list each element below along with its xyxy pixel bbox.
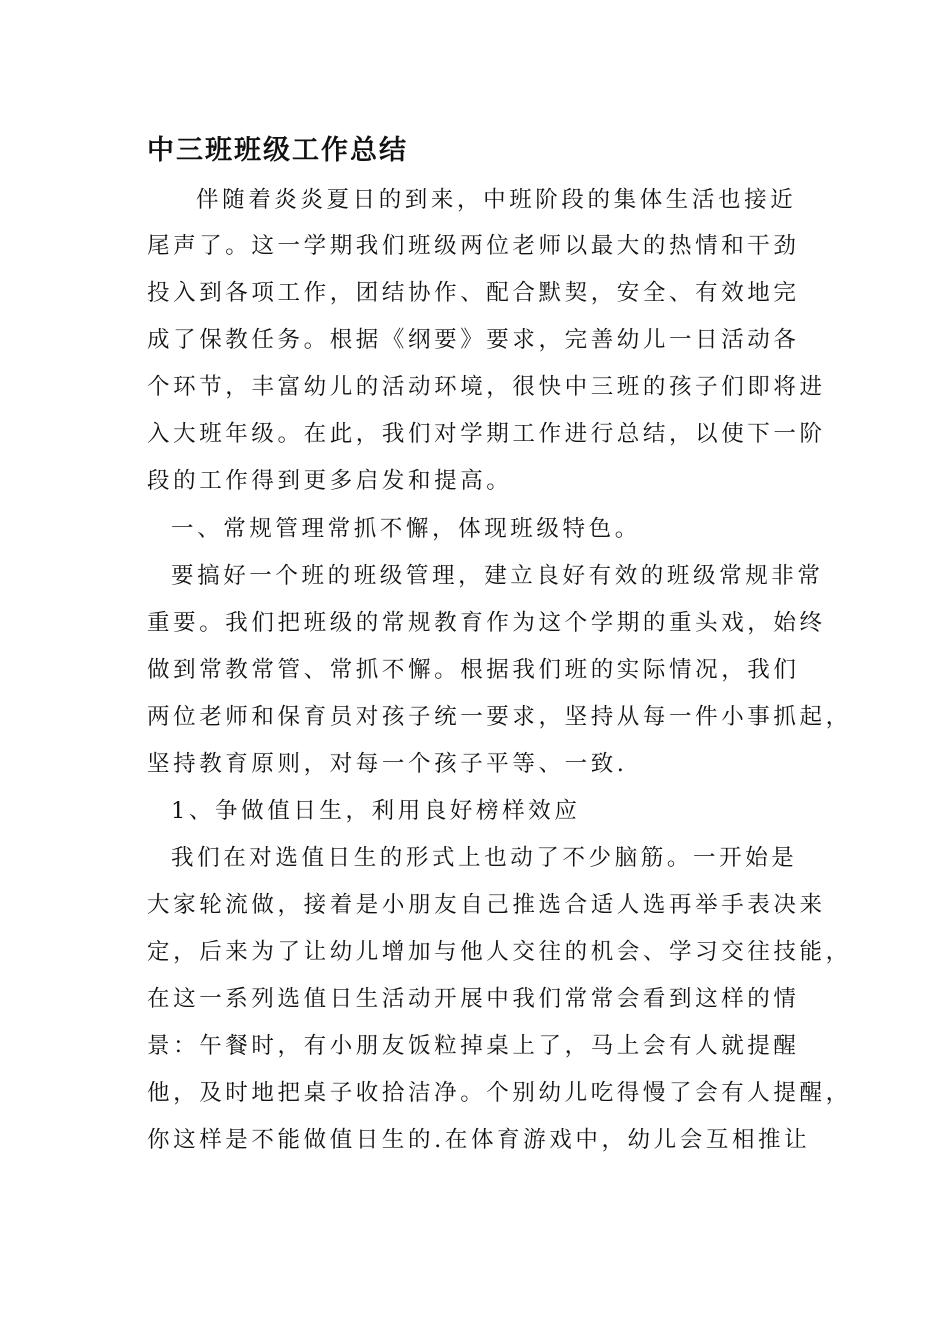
body-line: 成了保教任务。根据《纲要》要求，完善幼儿一日活动各 — [147, 327, 800, 353]
body-line: 大家轮流做，接着是小朋友自己推选合适人选再举手表决来 — [147, 892, 826, 918]
body-line: 段的工作得到更多启发和提高。 — [147, 468, 513, 494]
body-line: 他，及时地把桌子收拾洁净。个别幼儿吃得慢了会有人提醒， — [147, 1080, 852, 1106]
body-line: 定，后来为了让幼儿增加与他人交往的机会、学习交往技能， — [147, 939, 852, 965]
body-line: 做到常教常管、常抓不懈。根据我们班的实际情况，我们 — [147, 657, 800, 683]
body-line: 两位老师和保育员对孩子统一要求，坚持从每一件小事抓起， — [147, 704, 852, 730]
body-line: 要搞好一个班的班级管理，建立良好有效的班级常规非常 — [171, 563, 824, 589]
body-line: 在这一系列选值日生活动开展中我们常常会看到这样的情 — [147, 986, 800, 1012]
section-heading: 一、常规管理常抓不懈，体现班级特色。 — [171, 516, 641, 542]
body-line: 重要。我们把班级的常规教育作为这个学期的重头戏，始终 — [147, 610, 826, 636]
body-line: 投入到各项工作，团结协作、配合默契，安全、有效地完 — [147, 280, 800, 306]
body-line: 坚持教育原则，对每一个孩子平等、一致. — [147, 751, 628, 777]
subsection-heading: 1、争做值日生，利用良好榜样效应 — [171, 798, 581, 824]
body-line: 景：午餐时，有小朋友饭粒掉桌上了，马上会有人就提醒 — [147, 1033, 800, 1059]
body-line: 入大班年级。在此，我们对学期工作进行总结，以使下一阶 — [147, 421, 826, 447]
body-line: 个环节，丰富幼儿的活动环境，很快中三班的孩子们即将进 — [147, 374, 826, 400]
document-title: 中三班班级工作总结 — [147, 135, 408, 166]
body-line: 我们在对选值日生的形式上也动了不少脑筋。一开始是 — [171, 845, 798, 871]
body-line: 尾声了。这一学期我们班级两位老师以最大的热情和干劲 — [147, 233, 800, 259]
body-line: 你这样是不能做值日生的.在体育游戏中，幼儿会互相推让 — [147, 1127, 811, 1153]
body-line: 伴随着炎炎夏日的到来，中班阶段的集体生活也接近 — [196, 187, 797, 213]
